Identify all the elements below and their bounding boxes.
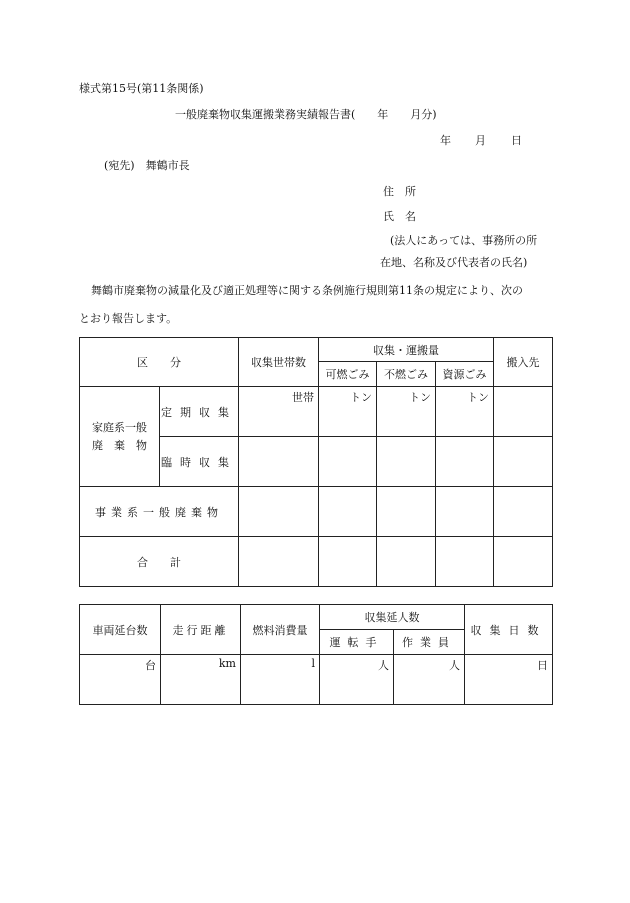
total-nonburnable-cell[interactable] [377, 537, 436, 587]
business-resource-cell[interactable] [436, 487, 494, 537]
header-resource: 資源ごみ [436, 362, 494, 387]
name-label: 氏 名 [383, 210, 416, 223]
driver-cell[interactable]: 人 [320, 655, 394, 705]
fuel-cell[interactable]: l [241, 655, 320, 705]
household-waste-line2: 廃 棄 物 [92, 438, 147, 452]
header-days: 収集日数 [465, 605, 553, 655]
header-worker: 作業員 [394, 630, 465, 655]
header-distance: 走行距離 [161, 605, 241, 655]
body-text-line1: 舞鶴市廃棄物の減量化及び適正処理等に関する条例施行規則第11条の規定により、次の [91, 284, 523, 297]
header-destination: 搬入先 [494, 338, 553, 387]
row-temporary-collection: 臨時収集 [160, 437, 239, 487]
regular-households-cell[interactable]: 世帯 [239, 387, 319, 437]
header-fuel: 燃料消費量 [241, 605, 320, 655]
temporary-nonburnable-cell[interactable] [377, 437, 436, 487]
business-nonburnable-cell[interactable] [377, 487, 436, 537]
collection-volume-table [79, 337, 553, 587]
distance-cell[interactable]: km [161, 655, 241, 705]
total-households-cell[interactable] [239, 537, 319, 587]
business-destination-cell[interactable] [494, 487, 553, 537]
temporary-households-cell[interactable] [239, 437, 319, 487]
business-burnable-cell[interactable] [319, 487, 377, 537]
vehicles-cell[interactable]: 台 [80, 655, 161, 705]
total-destination-cell[interactable] [494, 537, 553, 587]
temporary-resource-cell[interactable] [436, 437, 494, 487]
address-label: 住 所 [383, 185, 416, 198]
document-title: 一般廃棄物収集運搬業務実績報告書( 年 月分) [175, 108, 437, 121]
worker-cell[interactable]: 人 [394, 655, 465, 705]
header-workers: 収集延人数 [320, 605, 465, 630]
form-number: 様式第15号(第11条関係) [79, 82, 204, 95]
row-household-waste [80, 387, 160, 487]
regular-destination-cell[interactable] [494, 387, 553, 437]
total-resource-cell[interactable] [436, 537, 494, 587]
row-regular-collection: 定期収集 [160, 387, 239, 437]
header-driver: 運転手 [320, 630, 394, 655]
temporary-burnable-cell[interactable] [319, 437, 377, 487]
regular-resource-cell[interactable]: トン [436, 387, 494, 437]
household-waste-line1: 家庭系一般 [92, 420, 147, 434]
business-households-cell[interactable] [239, 487, 319, 537]
corporate-note-line1: (法人にあっては、事務所の所 [390, 234, 538, 247]
addressee: (宛先) 舞鶴市長 [104, 159, 190, 172]
header-nonburnable: 不燃ごみ [377, 362, 436, 387]
header-volume: 収集・運搬量 [319, 338, 494, 362]
corporate-note-line2: 在地、名称及び代表者の氏名) [380, 256, 528, 269]
date-month-label: 月 [475, 134, 486, 147]
days-cell[interactable]: 日 [465, 655, 553, 705]
row-total: 合 計 [80, 537, 239, 587]
row-business-waste: 事業系一般廃棄物 [80, 487, 239, 537]
header-category: 区 分 [80, 338, 239, 387]
body-text-line2: とおり報告します。 [79, 312, 178, 325]
date-year-label: 年 [440, 134, 451, 147]
header-vehicles: 車両延台数 [80, 605, 161, 655]
regular-nonburnable-cell[interactable]: トン [377, 387, 436, 437]
regular-burnable-cell[interactable]: トン [319, 387, 377, 437]
date-day-label: 日 [511, 134, 522, 147]
header-households: 収集世帯数 [239, 338, 319, 387]
vehicle-stats-table [79, 604, 553, 705]
total-burnable-cell[interactable] [319, 537, 377, 587]
temporary-destination-cell[interactable] [494, 437, 553, 487]
header-burnable: 可燃ごみ [319, 362, 377, 387]
